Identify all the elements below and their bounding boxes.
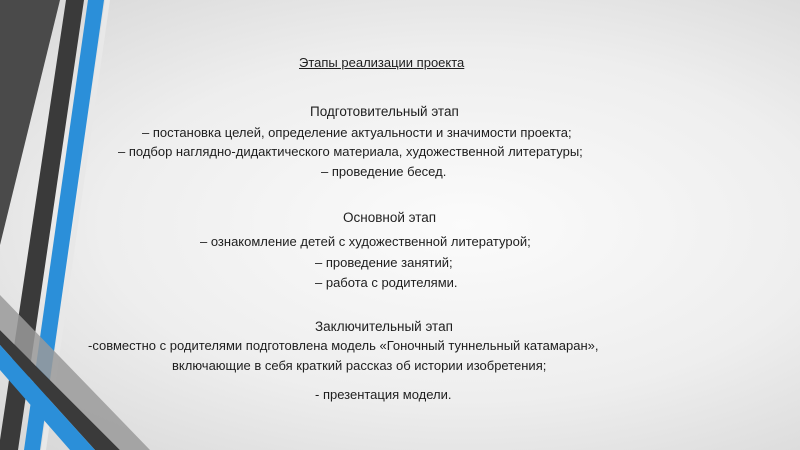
list-item: – работа с родителями. [315, 275, 458, 290]
list-item: включающие в себя краткий рассказ об истории изобретения; [172, 358, 547, 373]
list-item: – проведение занятий; [315, 255, 453, 270]
list-item: – постановка целей, определение актуальности и значимости проекта; [142, 125, 572, 140]
slide-title: Этапы реализации проекта [299, 55, 465, 70]
section-heading-final: Заключительный этап [315, 319, 453, 334]
section-heading-main: Основной этап [343, 210, 437, 225]
list-item: – проведение бесед. [321, 164, 447, 179]
list-item: - презентация модели. [315, 387, 452, 402]
section-heading-preparatory: Подготовительный этап [310, 104, 459, 119]
slide-content [88, 0, 800, 450]
list-item: – ознакомление детей с художественной литературой; [200, 234, 531, 249]
list-item: -совместно с родителями подготовлена модель «Гоночный туннельный катамаран», [88, 338, 599, 353]
list-item: – подбор наглядно-дидактического материала, художественной литературы; [118, 144, 583, 159]
